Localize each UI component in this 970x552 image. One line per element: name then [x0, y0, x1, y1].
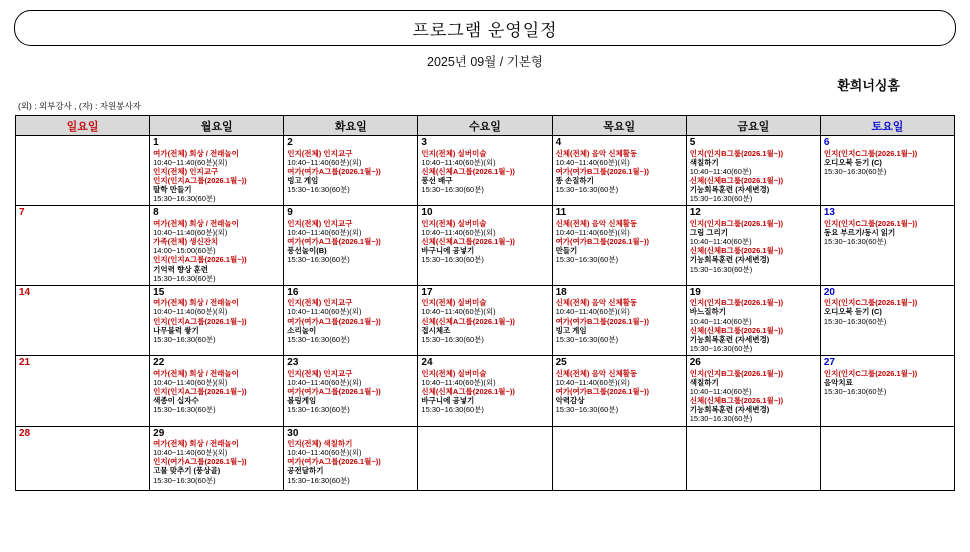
event-title: 딸학 만들기 [153, 185, 192, 195]
day-number: 3 [421, 137, 427, 148]
event-title: 인지(전체) 실버미술 [421, 368, 487, 378]
calendar-day-cell[interactable] [16, 285, 150, 355]
event-title: 볼링게임 [287, 396, 317, 406]
calendar-day-cell[interactable] [552, 285, 686, 355]
calendar-week-row [16, 285, 955, 355]
event-title: 기능회복훈련 (자세변경) [689, 185, 770, 195]
schedule-event[interactable] [153, 237, 281, 255]
event-title: 신체(전체) 음악 신체활동 [555, 368, 638, 378]
event-title: 바구니에 공넣기 [421, 246, 475, 256]
schedule-event[interactable] [556, 219, 684, 237]
calendar-day-cell[interactable] [552, 206, 686, 285]
calendar-day-cell[interactable] [418, 356, 552, 426]
event-time: 15:30~16:30(60분) [287, 255, 350, 265]
event-title: 인지(인지B그룹(2026.1월~)) [689, 368, 784, 378]
calendar-day-cell[interactable] [820, 136, 954, 206]
calendar-day-cell[interactable] [16, 426, 150, 490]
event-time: 10:40~11:40(60분)(외) [153, 227, 228, 237]
calendar-day-cell[interactable] [686, 356, 820, 426]
schedule-event[interactable] [287, 439, 415, 457]
event-title: 신체(전체) 음악 신체활동 [555, 148, 638, 158]
event-time: 10:40~11:40(60분) [689, 237, 752, 247]
weekday-header-row [16, 116, 955, 136]
day-number: 26 [689, 357, 701, 369]
calendar-day-cell[interactable] [820, 356, 954, 426]
event-time: 10:40~11:40(60분)(외) [421, 377, 496, 387]
weekday-header-6: 토요일 [820, 116, 954, 136]
calendar-week-row [16, 426, 955, 490]
event-title: 오디오북 듣기 (C) [823, 307, 882, 317]
event-title: 신체(신체A그룹(2026.1월~)) [421, 316, 515, 326]
day-number: 1 [153, 137, 159, 148]
schedule-event[interactable] [556, 396, 684, 414]
schedule-event[interactable] [287, 176, 415, 194]
day-number: 8 [153, 207, 159, 219]
schedule-event[interactable] [153, 369, 281, 387]
schedule-event[interactable] [287, 457, 415, 466]
event-time: 10:40~11:40(60분)(외) [287, 448, 362, 458]
calendar-day-cell[interactable] [284, 285, 418, 355]
schedule-event[interactable] [153, 149, 281, 167]
schedule-event[interactable] [287, 396, 415, 414]
event-title: 빙고 게임 [287, 175, 319, 185]
event-time: 10:40~11:40(60분)(외) [555, 227, 630, 237]
event-title: 동요 부르기/동시 읽기 [823, 227, 896, 237]
schedule-event[interactable] [824, 298, 952, 307]
event-title: 인지(인지A그룹(2026.1월~)) [153, 316, 247, 326]
schedule-event[interactable] [287, 466, 415, 484]
schedule-event[interactable] [287, 167, 415, 176]
calendar-day-cell[interactable] [284, 206, 418, 285]
legend-note: (외) : 외부강사 , (자) : 자원봉사자 [18, 101, 141, 111]
schedule-event[interactable] [153, 457, 281, 466]
schedule-event[interactable] [287, 317, 415, 326]
day-number: 20 [823, 286, 835, 298]
schedule-event[interactable] [421, 387, 549, 396]
schedule-event[interactable] [421, 317, 549, 326]
calendar-day-cell[interactable] [686, 285, 820, 355]
weekday-header-0: 일요일 [16, 116, 150, 136]
event-title: 인지(인지B그룹(2026.1월~)) [689, 218, 784, 228]
calendar-day-cell[interactable] [418, 285, 552, 355]
event-time: 10:40~11:40(60분)(외) [153, 157, 228, 167]
event-title: 여가(여가B그룹(2026.1월~)) [555, 237, 650, 247]
schedule-event[interactable] [824, 219, 952, 228]
event-time: 10:40~11:40(60분)(외) [421, 227, 496, 237]
day-number: 9 [287, 207, 293, 219]
event-time: 10:40~11:40(60분)(외) [421, 307, 496, 317]
schedule-event[interactable] [556, 298, 684, 316]
event-time: 15:30~16:30(60분) [555, 334, 619, 344]
schedule-event[interactable] [153, 255, 281, 264]
event-time: 10:40~11:40(60분)(외) [555, 377, 630, 387]
event-time: 10:40~11:40(60분) [689, 316, 752, 326]
event-title: 인지(전체) 실버미술 [421, 218, 487, 228]
event-time: 10:40~11:40(60분)(외) [287, 227, 362, 237]
day-number: 11 [555, 207, 567, 219]
day-number: 5 [689, 137, 696, 148]
calendar-day-cell[interactable] [418, 426, 552, 490]
day-number: 2 [287, 137, 293, 148]
event-time: 15:30~16:30(60분) [823, 237, 887, 247]
event-title: 그림 그리기 [689, 227, 729, 237]
schedule-event[interactable] [556, 369, 684, 387]
schedule-event[interactable] [421, 298, 549, 316]
calendar-day-cell[interactable] [16, 206, 150, 285]
event-title: 인지(인지C그룹(2026.1월~)) [823, 368, 918, 378]
event-title: 빙고 게임 [555, 325, 587, 335]
schedule-event[interactable] [287, 387, 415, 396]
schedule-event[interactable] [556, 387, 684, 396]
schedule-event[interactable] [421, 149, 549, 167]
event-title: 인지(전체) 인지교구 [287, 368, 353, 378]
day-number: 24 [421, 357, 433, 369]
event-title: 악력감상 [555, 396, 585, 406]
event-time: 15:30~16:30(60분) [689, 264, 753, 274]
calendar-day-cell[interactable] [686, 426, 820, 490]
day-number: 27 [823, 357, 835, 369]
schedule-event[interactable] [421, 326, 549, 344]
event-title: 신체(전체) 음악 신체활동 [555, 218, 638, 228]
schedule-event[interactable] [824, 228, 952, 246]
schedule-event[interactable] [153, 167, 281, 176]
schedule-event[interactable] [153, 185, 281, 203]
event-title: 여가(여가A그룹(2026.1월~)) [287, 386, 381, 396]
event-title: 색칠하기 [689, 157, 719, 167]
event-title: 기억력 향상 훈련 [153, 264, 209, 274]
calendar-day-cell[interactable] [552, 356, 686, 426]
event-time: 15:30~16:30(60분) [689, 194, 753, 204]
schedule-event[interactable] [690, 405, 818, 423]
event-title: 여가(전체) 회상 / 전래놀이 [153, 439, 239, 449]
day-number: 10 [421, 207, 433, 219]
calendar-day-cell[interactable] [686, 206, 820, 285]
schedule-event[interactable] [690, 228, 818, 246]
calendar-page [0, 10, 970, 552]
event-title: 인지(인지C그룹(2026.1월~)) [823, 148, 918, 158]
event-title: 가족(전체) 생신잔치 [153, 237, 219, 247]
calendar-day-cell[interactable] [150, 206, 284, 285]
day-number: 16 [287, 286, 299, 298]
event-title: 인지(인지C그룹(2026.1월~)) [823, 218, 918, 228]
calendar-day-cell[interactable] [552, 136, 686, 206]
schedule-event[interactable] [690, 335, 818, 353]
event-title: 신체(신체A그룹(2026.1월~)) [421, 237, 515, 247]
page-title: 프로그램 운영일정 [412, 20, 558, 40]
event-title: 여가(여가B그룹(2026.1월~)) [555, 386, 650, 396]
day-number: 18 [555, 286, 567, 298]
event-title: 접시체조 [421, 325, 451, 335]
schedule-event[interactable] [690, 176, 818, 185]
event-title: 인지(전체) 인지교구 [287, 218, 353, 228]
event-title: 풍선 배구 [421, 175, 453, 185]
schedule-event[interactable] [421, 167, 549, 176]
event-title: 음악치료 [823, 377, 853, 387]
calendar-week-row [16, 206, 955, 285]
event-title: 신체(신체B그룹(2026.1월~)) [689, 325, 784, 335]
event-title: 인지(인지A그룹(2026.1월~)) [153, 175, 247, 185]
schedule-event[interactable] [690, 396, 818, 405]
schedule-event[interactable] [556, 237, 684, 246]
schedule-event[interactable] [556, 176, 684, 194]
calendar-day-cell[interactable] [150, 356, 284, 426]
event-time: 10:40~11:40(60분)(외) [287, 157, 362, 167]
weekday-header-3: 수요일 [418, 116, 552, 136]
day-number: 23 [287, 357, 299, 369]
event-title: 인지(전체) 실버미술 [421, 148, 487, 158]
event-title: 여가(전체) 회상 / 전래놀이 [153, 148, 239, 158]
calendar-day-cell[interactable] [418, 206, 552, 285]
event-time: 10:40~11:40(60분)(외) [555, 157, 630, 167]
schedule-event[interactable] [153, 265, 281, 283]
calendar-day-cell[interactable] [150, 285, 284, 355]
calendar-day-cell[interactable] [16, 136, 150, 206]
event-time: 15:30~16:30(60분) [287, 185, 350, 195]
event-title: 신체(신체B그룹(2026.1월~)) [689, 246, 784, 256]
schedule-event[interactable] [824, 149, 952, 158]
calendar-day-cell[interactable] [284, 136, 418, 206]
event-title: 신체(신체A그룹(2026.1월~)) [421, 166, 515, 176]
day-number: 4 [555, 137, 562, 148]
event-time: 15:30~16:30(60분) [421, 405, 484, 415]
calendar-day-cell[interactable] [686, 136, 820, 206]
schedule-event[interactable] [153, 317, 281, 326]
calendar-day-cell[interactable] [150, 136, 284, 206]
event-time: 10:40~11:40(60분) [689, 166, 752, 176]
event-title: 고물 맞추기 (풍상골) [153, 466, 221, 476]
weekday-header-5: 금요일 [686, 116, 820, 136]
schedule-event[interactable] [556, 246, 684, 264]
event-title: 여가(전체) 회상 / 전래놀이 [153, 298, 239, 308]
event-time: 15:30~16:30(60분) [287, 475, 350, 485]
event-title: 인지(여가A그룹(2026.1월~)) [153, 457, 247, 467]
event-title: 기능회복훈련 (자세변경) [689, 334, 770, 344]
event-title: 신체(신체B그룹(2026.1월~)) [689, 396, 784, 406]
calendar-day-cell[interactable] [820, 426, 954, 490]
event-title: 신체(신체A그룹(2026.1월~)) [421, 386, 515, 396]
day-number: 14 [19, 286, 31, 298]
schedule-event[interactable] [287, 326, 415, 344]
event-time: 10:40~11:40(60분)(외) [555, 307, 630, 317]
event-time: 15:30~16:30(60분) [823, 386, 887, 396]
day-number: 15 [153, 286, 165, 298]
event-title: 바구니에 공넣기 [421, 396, 475, 406]
schedule-event[interactable] [421, 396, 549, 414]
day-number: 22 [153, 357, 165, 369]
event-title: 여가(여가B그룹(2026.1월~)) [555, 316, 650, 326]
event-title: 여가(전체) 회상 / 전래놀이 [153, 218, 239, 228]
schedule-event[interactable] [690, 255, 818, 273]
day-number: 17 [421, 286, 433, 298]
event-time: 15:30~16:30(60분) [689, 344, 753, 354]
event-time: 15:30~16:30(60분) [153, 273, 216, 283]
event-time: 15:30~16:30(60분) [153, 475, 216, 485]
calendar-day-cell[interactable] [16, 356, 150, 426]
page-subtitle: 2025년 09월 / 기본형 [427, 55, 543, 69]
event-time: 10:40~11:40(60분)(외) [153, 377, 228, 387]
schedule-event[interactable] [690, 246, 818, 255]
schedule-event[interactable] [690, 149, 818, 158]
day-number: 25 [555, 357, 567, 369]
schedule-event[interactable] [690, 326, 818, 335]
event-title: 인지(인지B그룹(2026.1월~)) [689, 148, 784, 158]
event-title: 여가(여가A그룹(2026.1월~)) [287, 166, 381, 176]
event-time: 15:30~16:30(60분) [421, 334, 484, 344]
event-time: 15:30~16:30(60분) [153, 194, 216, 204]
event-title: 인지(전체) 인지교구 [153, 166, 219, 176]
event-time: 15:30~16:30(60분) [421, 185, 484, 195]
event-title: 여가(여가A그룹(2026.1월~)) [287, 237, 381, 247]
calendar-day-cell[interactable] [284, 356, 418, 426]
schedule-event[interactable] [153, 396, 281, 414]
event-time: 15:30~16:30(60분) [823, 166, 887, 176]
event-title: 신체(전체) 음악 신체활동 [555, 298, 638, 308]
calendar-week-row [16, 136, 955, 206]
schedule-event[interactable] [690, 378, 818, 396]
event-title: 풍선놀이(B) [287, 246, 327, 256]
event-time: 15:30~16:30(60분) [555, 185, 619, 195]
schedule-event[interactable] [153, 326, 281, 344]
event-title: 똥 손질하기 [555, 175, 594, 185]
schedule-event[interactable] [824, 378, 952, 396]
day-number: 12 [689, 207, 701, 219]
schedule-event[interactable] [690, 298, 818, 307]
event-time: 10:40~11:40(60분)(외) [287, 307, 362, 317]
schedule-event[interactable] [287, 298, 415, 316]
day-number: 21 [19, 357, 31, 369]
event-title: 바느질하기 [689, 307, 726, 317]
calendar-day-cell[interactable] [820, 285, 954, 355]
calendar-day-cell[interactable] [552, 426, 686, 490]
day-number: 7 [19, 207, 25, 219]
event-time: 15:30~16:30(60분) [823, 316, 887, 326]
event-title: 여가(여가A그룹(2026.1월~)) [287, 457, 381, 467]
event-title: 인지(전체) 인지교구 [287, 148, 353, 158]
day-number: 6 [823, 137, 830, 148]
schedule-event[interactable] [690, 307, 818, 325]
schedule-event[interactable] [421, 176, 549, 194]
event-time: 15:30~16:30(60분) [555, 255, 619, 265]
organization-name: 환희너싱홈 [837, 78, 900, 93]
schedule-event[interactable] [421, 369, 549, 387]
schedule-table [15, 115, 955, 491]
schedule-event[interactable] [690, 369, 818, 378]
event-time: 15:30~16:30(60분) [287, 405, 350, 415]
schedule-event[interactable] [287, 149, 415, 167]
event-title: 인지(전체) 실버미술 [421, 298, 487, 308]
event-title: 인지(전체) 색칠하기 [287, 439, 353, 449]
schedule-event[interactable] [153, 298, 281, 316]
calendar-day-cell[interactable] [284, 426, 418, 490]
calendar-body [16, 136, 955, 491]
event-title: 인지(인지C그룹(2026.1월~)) [823, 298, 918, 308]
schedule-event[interactable] [824, 369, 952, 378]
event-title: 신체(신체B그룹(2026.1월~)) [689, 175, 784, 185]
schedule-event[interactable] [556, 167, 684, 176]
schedule-event[interactable] [824, 307, 952, 325]
schedule-event[interactable] [556, 149, 684, 167]
event-title: 인지(인지A그룹(2026.1월~)) [153, 386, 247, 396]
schedule-event[interactable] [287, 369, 415, 387]
schedule-event[interactable] [556, 326, 684, 344]
schedule-event[interactable] [690, 158, 818, 176]
event-title: 인지(인지B그룹(2026.1월~)) [689, 298, 784, 308]
schedule-event[interactable] [153, 387, 281, 396]
event-title: 만들기 [555, 246, 578, 256]
schedule-event[interactable] [153, 219, 281, 237]
schedule-event[interactable] [556, 317, 684, 326]
event-time: 10:40~11:40(60분) [689, 386, 752, 396]
event-title: 공전달하기 [287, 466, 324, 476]
event-time: 15:30~16:30(60분) [421, 255, 484, 265]
schedule-event[interactable] [421, 246, 549, 264]
weekday-header-1: 월요일 [150, 116, 284, 136]
day-number: 30 [287, 427, 299, 439]
day-number: 28 [19, 427, 31, 439]
event-title: 인지(인지A그룹(2026.1월~)) [153, 255, 247, 265]
event-time: 10:40~11:40(60분)(외) [287, 377, 362, 387]
event-title: 여가(여가A그룹(2026.1월~)) [287, 316, 381, 326]
schedule-event[interactable] [421, 237, 549, 246]
calendar-day-cell[interactable] [820, 206, 954, 285]
calendar-day-cell[interactable] [150, 426, 284, 490]
day-number: 19 [689, 286, 701, 298]
schedule-event[interactable] [153, 466, 281, 484]
schedule-event[interactable] [287, 246, 415, 264]
event-title: 색종이 십자수 [153, 396, 199, 406]
event-time: 10:40~11:40(60분)(외) [421, 157, 496, 167]
event-time: 15:30~16:30(60분) [689, 414, 753, 424]
calendar-week-row [16, 356, 955, 426]
day-number: 29 [153, 427, 165, 439]
schedule-event[interactable] [287, 237, 415, 246]
event-title: 인지(전체) 인지교구 [287, 298, 353, 308]
event-title: 기능회복훈련 (자세변경) [689, 255, 770, 265]
event-time: 15:30~16:30(60분) [153, 405, 216, 415]
event-title: 색칠하기 [689, 377, 719, 387]
page-title-bar [14, 10, 956, 46]
schedule-event[interactable] [690, 219, 818, 228]
event-time: 15:30~16:30(60분) [555, 405, 619, 415]
event-title: 기능회복훈련 (자세변경) [689, 405, 770, 415]
schedule-event[interactable] [421, 219, 549, 237]
event-title: 나무블럭 쌓기 [153, 325, 199, 335]
event-title: 여가(전체) 회상 / 전래놀이 [153, 368, 239, 378]
event-time: 14:00~15:00(60분) [153, 246, 216, 256]
schedule-event[interactable] [690, 185, 818, 203]
day-number: 13 [823, 207, 835, 219]
event-title: 소리놀이 [287, 325, 317, 335]
weekday-header-2: 화요일 [284, 116, 418, 136]
event-time: 15:30~16:30(60분) [153, 334, 216, 344]
event-time: 10:40~11:40(60분)(외) [153, 307, 228, 317]
event-time: 15:30~16:30(60분) [287, 334, 350, 344]
schedule-event[interactable] [153, 439, 281, 457]
schedule-event[interactable] [153, 176, 281, 185]
schedule-event[interactable] [287, 219, 415, 237]
schedule-event[interactable] [824, 158, 952, 176]
event-title: 여가(여가B그룹(2026.1월~)) [555, 166, 650, 176]
event-title: 오디오북 듣기 (C) [823, 157, 882, 167]
weekday-header-4: 목요일 [552, 116, 686, 136]
event-time: 10:40~11:40(60분)(외) [153, 448, 228, 458]
calendar-day-cell[interactable] [418, 136, 552, 206]
